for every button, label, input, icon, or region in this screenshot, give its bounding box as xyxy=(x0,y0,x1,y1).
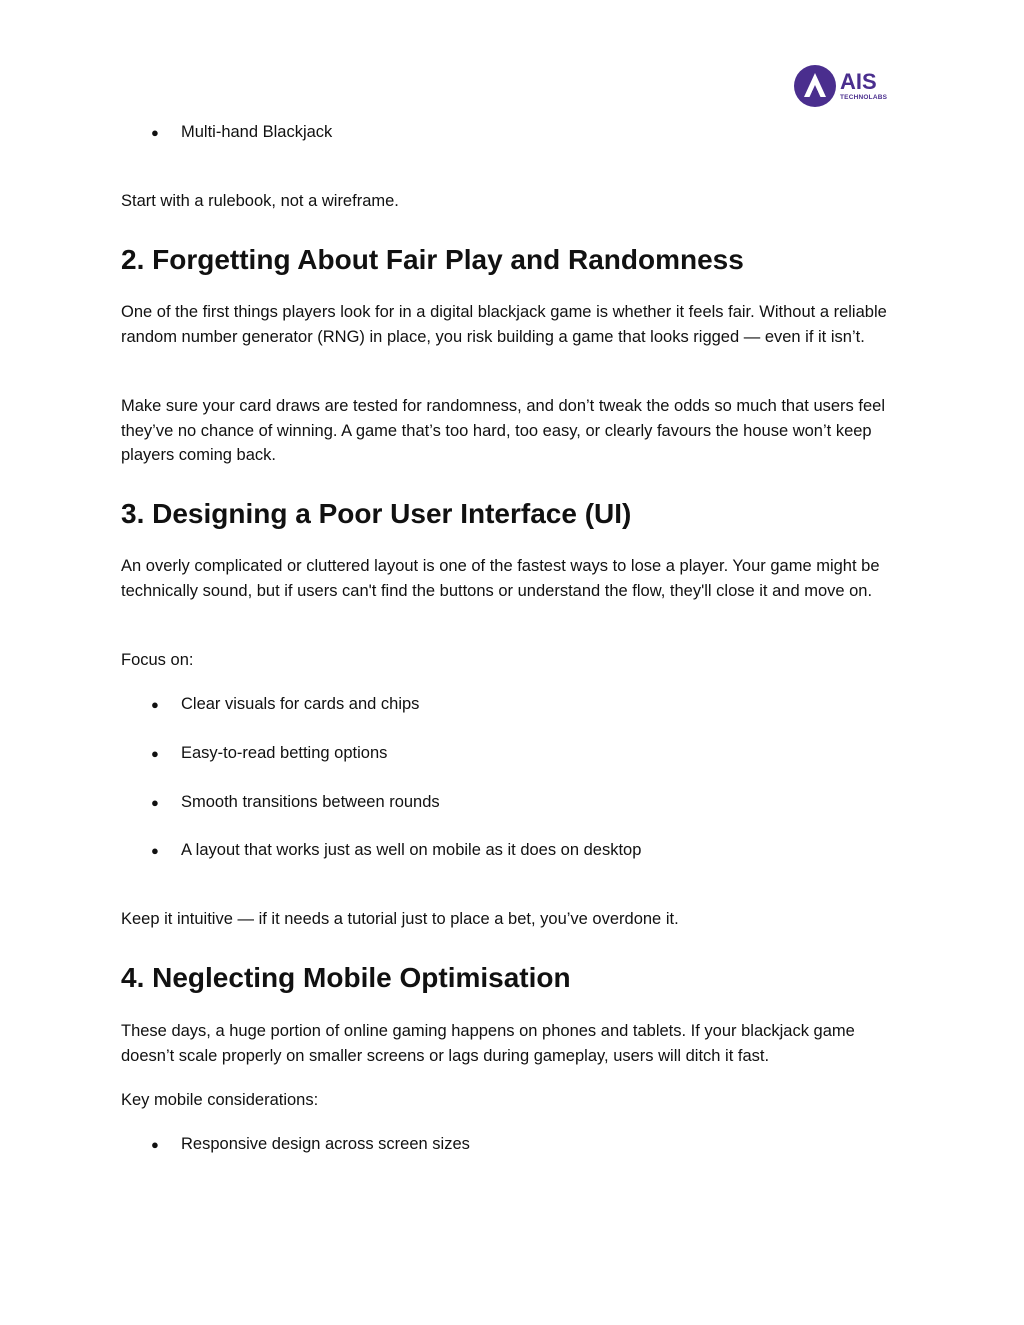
section-heading: 2. Forgetting About Fair Play and Randomness xyxy=(121,244,744,275)
company-logo xyxy=(793,62,905,110)
list-item xyxy=(121,1132,911,1157)
list-item xyxy=(121,120,911,145)
list-item-text: Clear visuals for cards and chips xyxy=(181,695,420,713)
section-heading: 4. Neglecting Mobile Optimisation xyxy=(121,962,571,993)
paragraph: Keep it intuitive — if it needs a tutorial just to place a bet, you’ve overdone it. xyxy=(121,910,679,928)
list-item-text: Easy-to-read betting options xyxy=(181,744,388,762)
bullet-icon: ● xyxy=(151,125,159,140)
paragraph: An overly complicated or cluttered layout is one of the fastest ways to lose a player. Your game might be technically sound, but if users can't find the buttons or understand the flow, they'll close it and move on. xyxy=(121,557,880,600)
bullet-icon: ● xyxy=(151,697,159,712)
section-heading: 3. Designing a Poor User Interface (UI) xyxy=(121,498,632,529)
paragraph: Start with a rulebook, not a wireframe. xyxy=(121,192,399,210)
paragraph: Make sure your card draws are tested for randomness, and don’t tweak the odds so much that users feel they’ve no chance of winning. A game that’s too hard, too easy, or clearly favours the house won’t keep players coming back. xyxy=(121,397,885,464)
list-item xyxy=(121,790,911,815)
logo-mark-icon xyxy=(793,62,905,110)
logo-brand-text: AIS xyxy=(840,69,877,94)
paragraph: These days, a huge portion of online gaming happens on phones and tablets. If your blackjack game doesn’t scale properly on smaller screens or lags during gameplay, users will ditch it fast. xyxy=(121,1022,855,1065)
paragraph: One of the first things players look for in a digital blackjack game is whether it feels fair. Without a reliable random number generator (RNG) in place, you risk building a game that looks rigged — even if it isn’t. xyxy=(121,303,887,346)
list-item-text: A layout that works just as well on mobile as it does on desktop xyxy=(181,841,642,859)
list-item xyxy=(121,741,911,766)
paragraph: Focus on: xyxy=(121,651,194,669)
list-item-text: Multi-hand Blackjack xyxy=(181,123,333,141)
logo-tagline-text: TECHNOLABS xyxy=(840,94,888,101)
list-item-text: Responsive design across screen sizes xyxy=(181,1135,470,1153)
list-item xyxy=(121,692,911,717)
bullet-icon: ● xyxy=(151,843,159,858)
list-item-text: Smooth transitions between rounds xyxy=(181,793,440,811)
bullet-icon: ● xyxy=(151,746,159,761)
bullet-icon: ● xyxy=(151,1137,159,1152)
list-item xyxy=(121,838,911,863)
paragraph: Key mobile considerations: xyxy=(121,1091,319,1109)
bullet-icon: ● xyxy=(151,795,159,810)
